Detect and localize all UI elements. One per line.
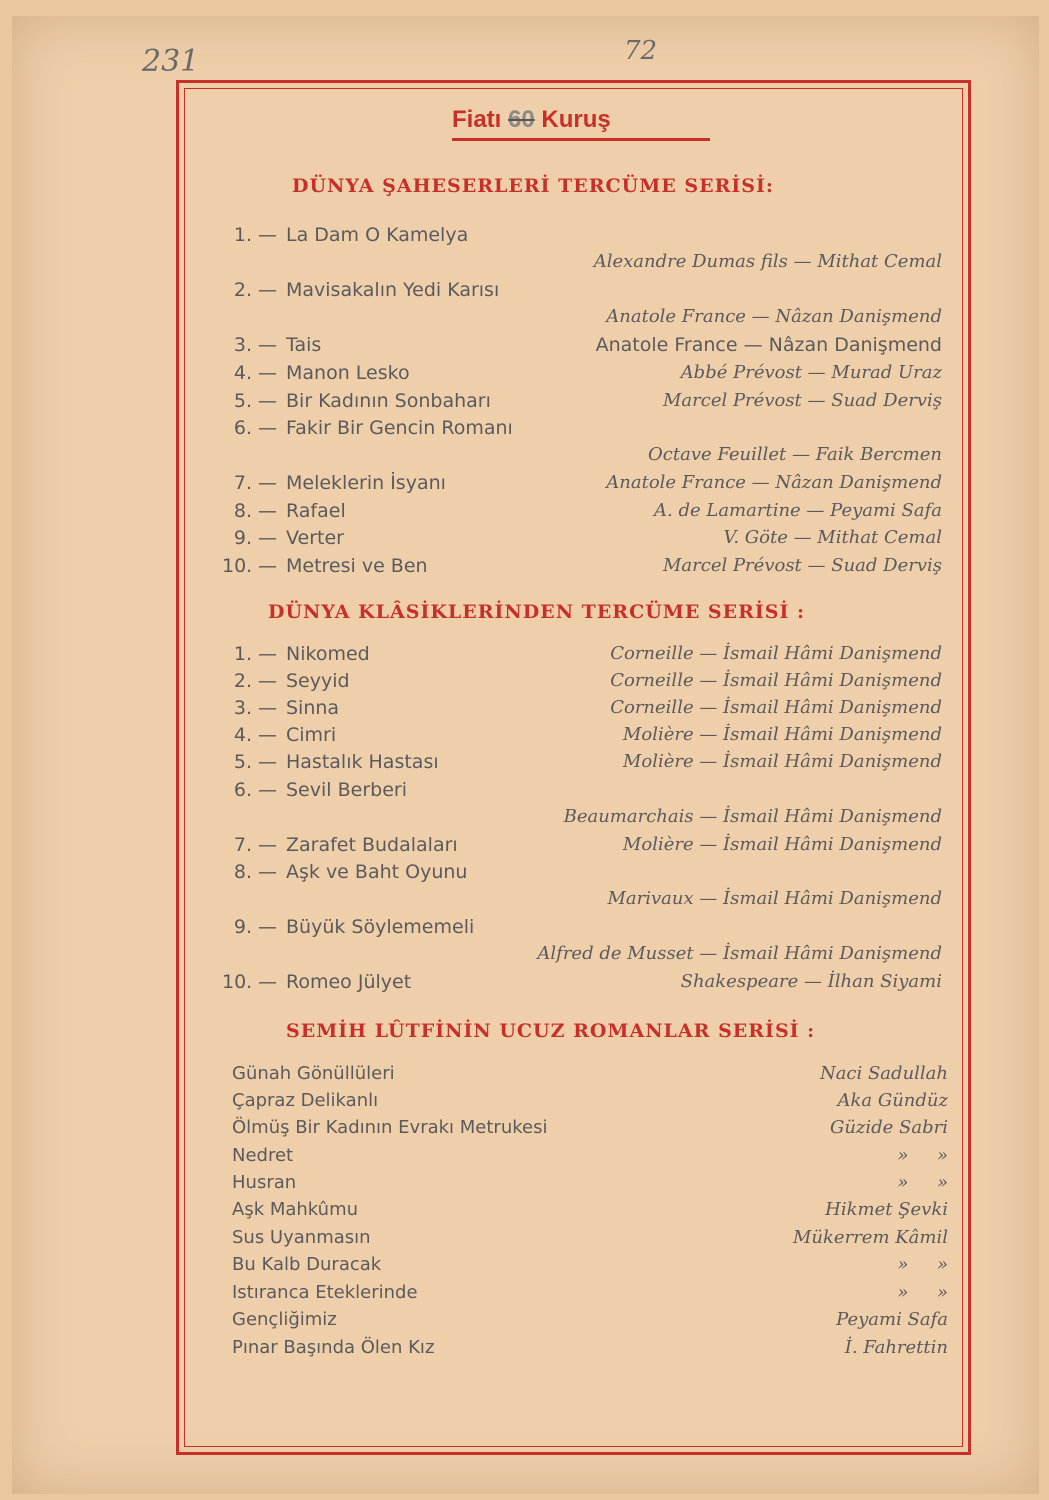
item-dash: — [258, 779, 277, 801]
item-number: 1. [233, 643, 252, 665]
item-author: Marcel Prévost — Suad Derviş [662, 390, 942, 411]
item-author: Hikmet Şevki [825, 1199, 948, 1220]
item-author: İ. Fahrettin [844, 1337, 948, 1358]
item-title: Nikomed [286, 643, 370, 665]
item-dash: — [258, 697, 277, 719]
item-dash: — [258, 417, 277, 439]
price-amount: 60 [508, 106, 535, 133]
list-item [232, 1199, 948, 1225]
item-number: 9. [233, 527, 252, 549]
item-number: 1. [233, 224, 252, 246]
list-item [222, 362, 942, 388]
author-line [222, 943, 942, 969]
item-dash: — [258, 279, 277, 301]
item-title: Büyük Söylememeli [286, 916, 475, 938]
list-item [222, 834, 942, 860]
item-title: La Dam O Kamelya [286, 224, 469, 246]
item-title: Bu Kalb Duracak [232, 1254, 382, 1275]
item-author: Alexandre Dumas fils — Mithat Cemal [593, 251, 942, 272]
list-item [232, 1227, 948, 1253]
list-item [222, 555, 942, 581]
item-title: Rafael [286, 500, 346, 522]
handwritten-note-left: 231 [142, 44, 200, 79]
item-author: Mükerrem Kâmil [793, 1227, 948, 1248]
item-author: » » [897, 1254, 948, 1275]
item-title: Aşk Mahkûmu [232, 1199, 359, 1220]
item-dash: — [258, 500, 277, 522]
item-author: Marcel Prévost — Suad Derviş [662, 555, 942, 576]
item-dash: — [258, 527, 277, 549]
item-title: Verter [286, 527, 344, 549]
item-author: Güzide Sabri [829, 1117, 948, 1138]
item-author: V. Göte — Mithat Cemal [723, 527, 942, 548]
item-author: » » [897, 1145, 948, 1166]
item-number: 6. [233, 417, 252, 439]
list-item [222, 697, 942, 723]
list-item [222, 390, 942, 416]
item-title: Ölmüş Bir Kadının Evrakı Metrukesi [232, 1117, 548, 1138]
author-line [222, 888, 942, 914]
list-item [222, 417, 942, 443]
item-author: Molière — İsmail Hâmi Danişmend [622, 724, 942, 745]
list-item [222, 670, 942, 696]
item-author: Corneille — İsmail Hâmi Danişmend [610, 670, 942, 691]
item-title: Hastalık Hastası [286, 751, 439, 773]
item-author: Abbé Prévost — Murad Uraz [680, 362, 942, 383]
list-item [222, 334, 942, 360]
item-number: 9. [233, 916, 252, 938]
item-title: Istıranca Eteklerinde [232, 1282, 418, 1303]
item-author: A. de Lamartine — Peyami Safa [654, 500, 942, 521]
list-item [232, 1117, 948, 1143]
item-number: 6. [233, 779, 252, 801]
list-item [222, 472, 942, 498]
item-author: Peyami Safa [836, 1309, 948, 1330]
list-item [222, 224, 942, 250]
item-author: Anatole France — Nâzan Danişmend [606, 306, 942, 327]
item-title: Seyyid [286, 670, 350, 692]
price-label [452, 106, 712, 134]
item-author: Anatole France — Nâzan Danişmend [595, 334, 942, 356]
item-title: Fakir Bir Gencin Romanı [286, 417, 513, 439]
list-item [222, 643, 942, 669]
item-number: 5. [233, 751, 252, 773]
item-title: Manon Lesko [286, 362, 410, 384]
price-unit: Kuruş [541, 106, 611, 133]
item-dash: — [258, 861, 277, 883]
item-author: » » [897, 1172, 948, 1193]
item-author: Marivaux — İsmail Hâmi Danişmend [607, 888, 942, 909]
item-title: Sus Uyanmasın [232, 1227, 371, 1248]
item-author: Alfred de Musset — İsmail Hâmi Danişmend [537, 943, 942, 964]
item-dash: — [258, 916, 277, 938]
item-title: Mavisakalın Yedi Karısı [286, 279, 500, 301]
item-number: 3. [233, 334, 252, 356]
series3-heading: SEMİH LÛTFİNİN UCUZ ROMANLAR SERİSİ : [286, 1020, 816, 1042]
item-dash: — [258, 472, 277, 494]
list-item [222, 724, 942, 750]
item-title: Cimri [286, 724, 337, 746]
item-number: 2. [233, 279, 252, 301]
item-title: Metresi ve Ben [286, 555, 428, 577]
item-author: Aka Gündüz [837, 1090, 948, 1111]
handwritten-note-right: 72 [624, 36, 658, 66]
item-title: Meleklerin İsyanı [286, 472, 446, 494]
list-item [222, 751, 942, 777]
item-author: Corneille — İsmail Hâmi Danişmend [610, 643, 942, 664]
author-line [222, 306, 942, 332]
item-author: Anatole France — Nâzan Danişmend [606, 472, 942, 493]
item-author: Naci Sadullah [819, 1063, 948, 1084]
list-item [232, 1309, 948, 1335]
item-number: 4. [233, 724, 252, 746]
item-number: 7. [233, 834, 252, 856]
item-title: Bir Kadının Sonbaharı [286, 390, 491, 412]
item-dash: — [258, 751, 277, 773]
item-number: 8. [233, 500, 252, 522]
item-number: 3. [233, 697, 252, 719]
item-dash: — [258, 224, 277, 246]
item-title: Tais [286, 334, 322, 356]
list-item [222, 279, 942, 305]
item-dash: — [258, 362, 277, 384]
item-title: Çapraz Delikanlı [232, 1090, 379, 1111]
item-author: Shakespeare — İlhan Siyami [680, 971, 942, 992]
item-dash: — [258, 724, 277, 746]
list-item [232, 1282, 948, 1308]
item-number: 5. [233, 390, 252, 412]
list-item [232, 1254, 948, 1280]
list-item [232, 1090, 948, 1116]
author-line [222, 806, 942, 832]
price-word: Fiatı [452, 106, 502, 133]
item-title: Sinna [286, 697, 340, 719]
item-title: Aşk ve Baht Oyunu [286, 861, 468, 883]
series2-heading: DÜNYA KLÂSİKLERİNDEN TERCÜME SERİSİ : [268, 601, 806, 623]
item-title: Nedret [232, 1145, 294, 1166]
list-item [232, 1063, 948, 1089]
item-dash: — [258, 834, 277, 856]
item-title: Zarafet Budalaları [286, 834, 458, 856]
item-number: 2. [233, 670, 252, 692]
item-author: Molière — İsmail Hâmi Danişmend [622, 834, 942, 855]
list-item [222, 500, 942, 526]
list-item [222, 916, 942, 942]
item-dash: — [258, 555, 277, 577]
price-underline [452, 138, 710, 141]
item-dash: — [258, 390, 277, 412]
item-author: Beaumarchais — İsmail Hâmi Danişmend [563, 806, 942, 827]
item-title: Pınar Başında Ölen Kız [232, 1337, 435, 1358]
list-item [232, 1172, 948, 1198]
item-title: Romeo Jülyet [286, 971, 412, 993]
item-title: Sevil Berberi [286, 779, 407, 801]
list-item [222, 779, 942, 805]
item-title: Gençliğimiz [232, 1309, 337, 1330]
item-dash: — [258, 971, 277, 993]
list-item [222, 527, 942, 553]
item-author: Molière — İsmail Hâmi Danişmend [622, 751, 942, 772]
item-number: 7. [233, 472, 252, 494]
item-number: 10. [222, 971, 253, 993]
item-author: Octave Feuillet — Faik Bercmen [648, 444, 942, 465]
item-dash: — [258, 670, 277, 692]
author-line [222, 251, 942, 277]
item-author: Corneille — İsmail Hâmi Danişmend [610, 697, 942, 718]
item-number: 4. [233, 362, 252, 384]
item-author: » » [897, 1282, 948, 1303]
item-title: Husran [232, 1172, 297, 1193]
item-title: Günah Gönüllüleri [232, 1063, 395, 1084]
item-number: 8. [233, 861, 252, 883]
item-number: 10. [222, 555, 253, 577]
item-dash: — [258, 334, 277, 356]
author-line [222, 444, 942, 470]
list-item [222, 861, 942, 887]
item-dash: — [258, 643, 277, 665]
series1-heading: DÜNYA ŞAHESERLERİ TERCÜME SERİSİ: [292, 175, 774, 197]
list-item [232, 1145, 948, 1171]
list-item [232, 1337, 948, 1363]
list-item [222, 971, 942, 997]
